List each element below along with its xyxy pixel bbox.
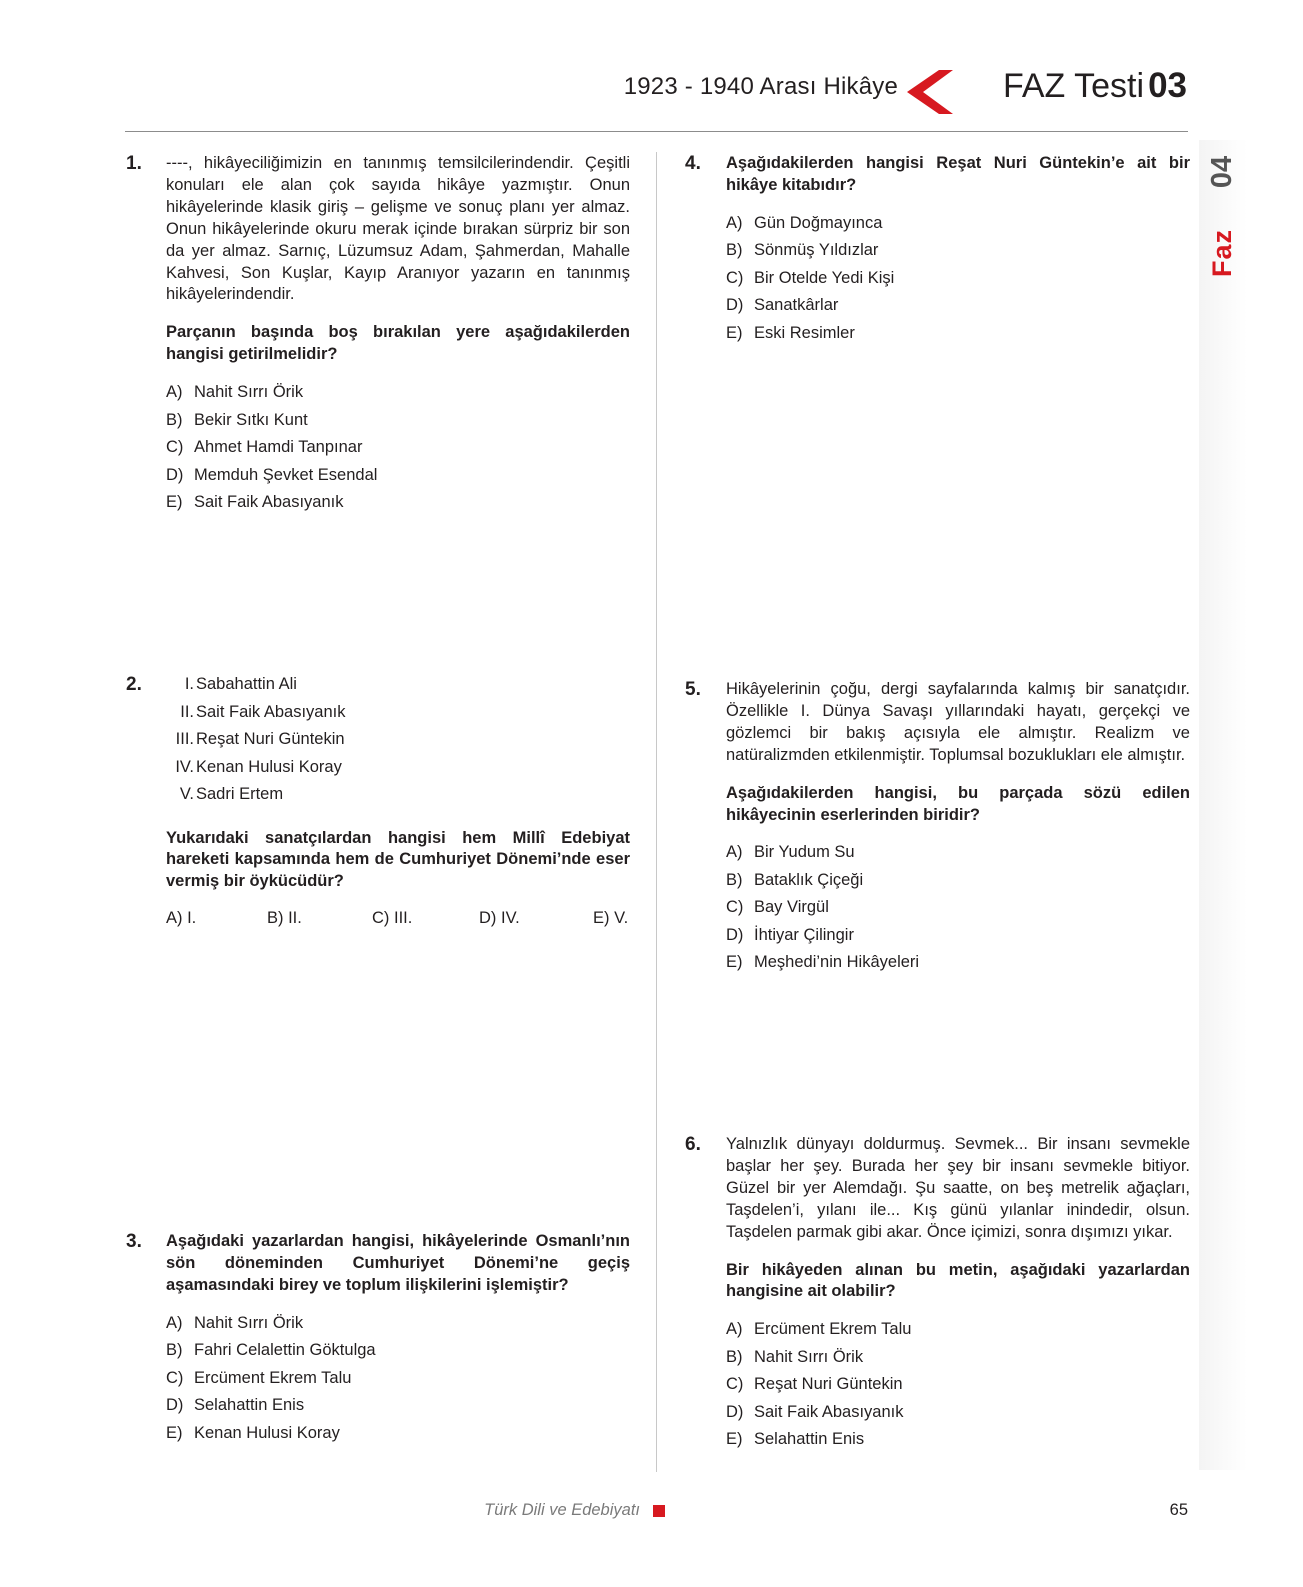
option-letter: E) — [726, 953, 743, 972]
roman-item — [166, 729, 630, 757]
option-c[interactable] — [166, 437, 630, 465]
option-text: Sanatkârlar — [754, 296, 839, 315]
roman-numeral: V. — [179, 785, 194, 803]
roman-text: Sabahattin Ali — [196, 675, 297, 693]
side-tab-label: Faz — [1206, 228, 1237, 277]
option-b[interactable] — [726, 240, 1190, 268]
question-stem: Aşağıdaki yazarlardan hangisi, hikâyelerinde Osmanlı’nın sön döneminden Cumhuriyet Dönemi’ne geçiş aşamasındaki birey ve toplum ilişkilerini işlemiştir? — [166, 1232, 630, 1294]
option-e[interactable] — [726, 1429, 1190, 1457]
inline-options — [166, 909, 630, 931]
roman-text: Sadri Ertem — [196, 785, 284, 803]
option-a[interactable] — [726, 1319, 1190, 1347]
question-number: 2. — [126, 674, 142, 695]
option-text: Bekir Sıtkı Kunt — [194, 410, 308, 429]
side-tab — [1199, 140, 1247, 1470]
option-text: Bir Otelde Yedi Kişi — [754, 268, 895, 287]
roman-text: Kenan Hulusi Koray — [196, 757, 342, 776]
question-paragraph: Hikâyelerinin çoğu, dergi sayfalarında kalmış bir sanatçıdır. Özellikle I. Dünya Savaşı yıllarındaki hayatı, gerçekçi ve gözlemci bir bakış açısıyla ele almıştır. Realizm ve natüralizmden etkilenmiştir. Toplumsal bozuklukları ele almıştır. — [726, 680, 1190, 764]
option-d[interactable] — [166, 465, 630, 493]
option-text: Nahit Sırrı Örik — [754, 1347, 864, 1366]
side-tab-number: 04 — [1205, 155, 1238, 189]
options-list — [166, 1313, 630, 1451]
option-letter: C) — [166, 438, 184, 457]
option-letter: E) — [726, 323, 743, 342]
option-letter: C) — [726, 268, 744, 287]
option-text: Ahmet Hamdi Tanpınar — [194, 438, 363, 457]
roman-item — [166, 702, 630, 730]
option-a[interactable]: A) I. — [166, 909, 197, 928]
option-e[interactable]: E) V. — [593, 909, 629, 928]
option-letter: C) — [166, 1368, 184, 1387]
roman-numeral: III. — [175, 730, 194, 748]
question-number: 6. — [685, 1134, 701, 1155]
option-letter: A) — [166, 1313, 183, 1332]
option-d[interactable] — [166, 1395, 630, 1423]
test-number: 03 — [1148, 66, 1187, 105]
question-stem: Yukarıdaki sanatçılardan hangisi hem Millî Edebiyat hareketi kapsamında hem de Cumhuriyet Dönemi’nde eser vermiş bir öykücüdür? — [166, 828, 630, 891]
footer-subject: Türk Dili ve Edebiyatı — [484, 1501, 640, 1519]
option-letter: A) — [166, 383, 183, 402]
option-letter: A) — [726, 843, 743, 862]
question-stem: Parçanın başında boş bırakılan yere aşağıdakilerden hangisi getirilmelidir? — [166, 323, 630, 364]
option-text: Bir Yudum Su — [754, 843, 855, 862]
question-2 — [126, 674, 630, 931]
question-6 — [685, 1134, 1190, 1457]
test-label: FAZ Testi — [1002, 67, 1145, 105]
question-stem: Aşağıdakilerden hangisi Reşat Nuri Güntekin’e ait bir hikâye kitabıdır? — [726, 154, 1190, 194]
roman-text: Reşat Nuri Güntekin — [196, 730, 345, 748]
options-list — [166, 382, 630, 520]
options-list — [726, 213, 1190, 351]
option-text: Ercüment Ekrem Talu — [194, 1368, 352, 1387]
option-letter: C) — [726, 898, 744, 917]
roman-numeral: IV. — [175, 757, 194, 776]
option-text: Bay Virgül — [754, 898, 829, 917]
option-letter: B) — [166, 410, 183, 429]
option-c[interactable] — [726, 268, 1190, 296]
option-text: Nahit Sırrı Örik — [194, 1313, 304, 1332]
roman-item — [166, 757, 630, 785]
option-text: Kenan Hulusi Koray — [194, 1423, 340, 1442]
option-d[interactable]: D) IV. — [479, 909, 520, 928]
option-d[interactable] — [726, 1402, 1190, 1430]
option-b[interactable] — [166, 1340, 630, 1368]
chevron-left-icon — [907, 70, 953, 114]
option-text: Sait Faik Abasıyanık — [194, 493, 344, 512]
options-list — [726, 842, 1190, 980]
option-text: Memduh Şevket Esendal — [194, 465, 378, 484]
roman-list — [166, 674, 630, 812]
option-letter: B) — [726, 870, 743, 889]
option-letter: D) — [726, 1402, 744, 1421]
option-e[interactable] — [726, 323, 1190, 351]
option-d[interactable] — [726, 295, 1190, 323]
option-c[interactable]: C) III. — [372, 909, 413, 928]
header-title: 1923 - 1940 Arası Hikâye — [623, 73, 898, 100]
option-letter: B) — [166, 1341, 183, 1360]
option-text: Sönmüş Yıldızlar — [754, 241, 879, 260]
question-stem: Bir hikâyeden alınan bu metin, aşağıdaki yazarlardan hangisine ait olabilir? — [726, 1260, 1190, 1301]
option-text: İhtiyar Çilingir — [754, 925, 854, 944]
option-a[interactable] — [726, 842, 1190, 870]
column-divider — [656, 152, 657, 1472]
question-paragraph: ----, hikâyeciliğimizin en tanınmış temsilcilerindendir. Çeşitli konuları ele alan çok sayıda hikâye yazmıştır. Onun hikâyelerinde klasik giriş – gelişme ve sonuç planı yer almaz. Onun hikâyelerinde okuru merak içinde bırakan sürpriz bir son da yer almaz. Sarnıç, Lüzumsuz Adam, Şahmerdan, Mahalle Kahvesi, Son Kuşlar, Kayıp Aranıyor yazarın en tanınmış hikâyelerindendir. — [166, 154, 630, 304]
header-rule — [125, 131, 1188, 132]
option-a[interactable] — [726, 213, 1190, 241]
option-e[interactable] — [166, 1423, 630, 1451]
option-text: Sait Faik Abasıyanık — [754, 1402, 904, 1421]
option-b[interactable] — [726, 870, 1190, 898]
option-text: Selahattin Enis — [754, 1430, 865, 1449]
option-b[interactable] — [726, 1347, 1190, 1375]
option-text: Bataklık Çiçeği — [754, 870, 864, 889]
roman-item — [166, 674, 630, 702]
question-5 — [685, 679, 1190, 980]
option-letter: B) — [726, 241, 743, 260]
option-e[interactable] — [726, 952, 1190, 980]
question-number: 1. — [126, 153, 142, 174]
roman-numeral: II. — [180, 702, 194, 721]
option-text: Gün Doğmayınca — [754, 213, 883, 232]
option-b[interactable] — [166, 410, 630, 438]
question-3 — [126, 1231, 630, 1450]
option-letter: D) — [166, 465, 184, 484]
option-text: Meşhedi’nin Hikâyeleri — [754, 953, 920, 972]
page-number: 65 — [1169, 1501, 1188, 1519]
option-c[interactable] — [726, 897, 1190, 925]
option-letter: A) — [726, 1320, 743, 1339]
option-letter: D) — [726, 925, 744, 944]
option-letter: E) — [166, 1423, 183, 1442]
footer-square-icon — [653, 1505, 665, 1517]
option-letter: E) — [726, 1430, 743, 1449]
option-b[interactable]: B) II. — [267, 909, 302, 928]
option-letter: D) — [726, 296, 744, 315]
question-paragraph: Yalnızlık dünyayı doldurmuş. Sevmek... Bir insanı sevmekle başlar her şey. Burada her şey bir insanı sevmekle bitiyor. Güzel bir yer Alemdağı. Şu saatte, on beş metrelik ağaçları, Taşdelen’i, yılanı ile... Kış günü yılanlar inindedir, olsun. Taşdelen parmak gibi akar. Önce içimizi, sonra dışımızı yıkar. — [726, 1135, 1190, 1241]
option-c[interactable] — [726, 1374, 1190, 1402]
question-1 — [126, 153, 630, 520]
option-c[interactable] — [166, 1368, 630, 1396]
option-text: Reşat Nuri Güntekin — [754, 1375, 903, 1394]
option-text: Eski Resimler — [754, 323, 855, 342]
option-e[interactable] — [166, 492, 630, 520]
roman-text: Sait Faik Abasıyanık — [196, 702, 346, 721]
option-text: Fahri Celalettin Göktulga — [194, 1341, 376, 1360]
option-letter: A) — [726, 213, 743, 232]
option-letter: D) — [166, 1396, 184, 1415]
question-number: 5. — [685, 679, 701, 700]
option-text: Ercüment Ekrem Talu — [754, 1320, 912, 1339]
option-letter: B) — [726, 1347, 743, 1366]
option-text: Nahit Sırrı Örik — [194, 383, 304, 402]
option-letter: E) — [166, 493, 183, 512]
question-4 — [685, 153, 1190, 350]
question-stem: Aşağıdakilerden hangisi, bu parçada sözü edilen hikâyecinin eserlerinden biridir? — [726, 783, 1190, 824]
question-number: 3. — [126, 1231, 142, 1252]
test-title — [980, 66, 1187, 106]
option-text: Selahattin Enis — [194, 1396, 305, 1415]
option-a[interactable] — [166, 1313, 630, 1341]
question-number: 4. — [685, 153, 701, 174]
option-d[interactable] — [726, 925, 1190, 953]
option-letter: C) — [726, 1375, 744, 1394]
options-list — [726, 1319, 1190, 1457]
roman-numeral: I. — [184, 675, 194, 693]
option-a[interactable] — [166, 382, 630, 410]
roman-item — [166, 784, 630, 812]
